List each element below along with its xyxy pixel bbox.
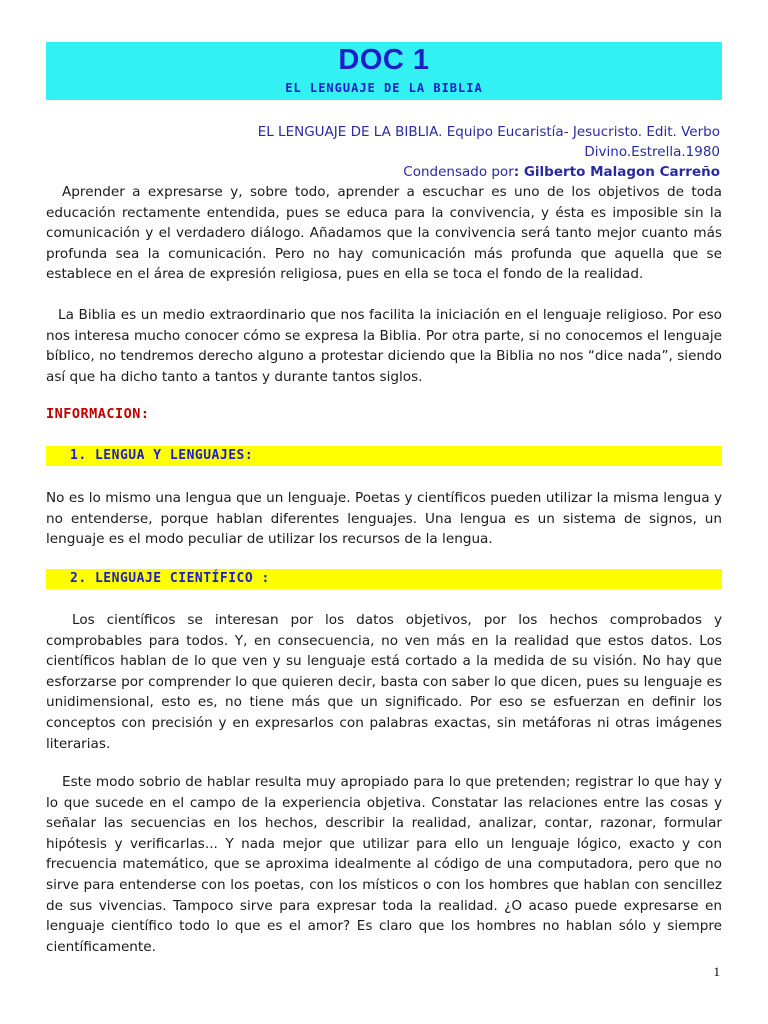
document-title: DOC 1 <box>338 44 430 76</box>
page-number: 1 <box>713 964 720 979</box>
section-1-heading-bar <box>46 446 722 466</box>
document-subtitle: EL LENGUAJE DE LA BIBLIA <box>285 81 483 95</box>
section-2-heading: 2. LENGUAJE CIENTÍFICO : <box>70 571 270 586</box>
section-1-heading: 1. LENGUA Y LENGUAJES: <box>70 448 254 463</box>
informacion-label: INFORMACION: <box>46 406 150 422</box>
intro-paragraph-2: La Biblia es un medio extraordinario que nos facilita la iniciación en el lenguaje religioso. Por eso nos interesa mucho conocer cómo se expresa la Biblia. Por otra parte, si no conocemos el lenguaje bíblico, no tendremos derecho alguno a protestar diciendo que la Biblia no nos “dice nada”, siendo así que ha dicho tanto a tantos y durante tantos siglos. <box>46 307 722 385</box>
section-2-heading-bar <box>46 569 722 589</box>
condensed-label: Condensado por <box>403 164 514 180</box>
title-banner <box>46 42 722 100</box>
reference-line-2: Divino.Estrella.1980 <box>584 144 720 160</box>
condensed-author: : Gilberto Malagon Carreño <box>513 164 720 180</box>
reference-line-1: EL LENGUAJE DE LA BIBLIA. Equipo Eucaristía- Jesucristo. Edit. Verbo <box>257 124 720 140</box>
section-2-paragraph-2: Este modo sobrio de hablar resulta muy apropiado para lo que pretenden; registrar lo que hay y lo que sucede en el campo de la experiencia objetiva. Constatar las relaciones entre las cosas y señalar las secuencias en los hechos, describir la realidad, analizar, contar, razonar, formular hipótesis y verificarlas... Y nada mejor que utilizar para ello un lenguaje lógico, exacto y con frecuencia matemático, que se aproxima idealmente al código de una computadora, pero que no sirve para entenderse con los poetas, con los místicos o con los hombres que hablan con sencillez de sus vivencias. Tampoco sirve para expresar toda la realidad. ¿O acaso puede expresarse en lenguaje científico todo lo que es el amor? Es claro que los hombres no hablan sólo y siempre científicamente. <box>46 774 722 955</box>
section-2-paragraph-1: Los científicos se interesan por los datos objetivos, por los hechos comprobados y comprobables para todos. Y, en consecuencia, no ven más en la realidad que estos datos. Los científicos hablan de lo que ven y su lenguaje está cortado a la medida de su visión. No hay que esforzarse por comprender lo que quieren decir, basta con saber lo que dicen, pues su lenguaje es unidimensional, esto es, no tiene más que un significado. Por eso se esfuerzan en definir los conceptos con precisión y en expresarlos con palabras exactas, sin metáforas ni otras imágenes literarias. <box>46 612 722 752</box>
condensed-by <box>403 162 720 182</box>
section-1-paragraph: No es lo mismo una lengua que un lenguaje. Poetas y científicos pueden utilizar la misma lengua y no entenderse, porque hablan diferentes lenguajes. Una lengua es un sistema de signos, un lenguaje es el modo peculiar de utilizar los recursos de la lengua. <box>46 490 722 548</box>
intro-paragraph-1: Aprender a expresarse y, sobre todo, aprender a escuchar es uno de los objetivos de toda educación rectamente entendida, pues se educa para la convivencia, y ésta es imposible sin la comunicación y el verdadero diálogo. Añadamos que la convivencia será tanto mejor cuanto más profunda sea la comunicación. Pero no hay comunicación más profunda que aquella que se establece en el área de expresión religiosa, pues en ella se toca el fondo de la realidad. <box>46 184 722 283</box>
